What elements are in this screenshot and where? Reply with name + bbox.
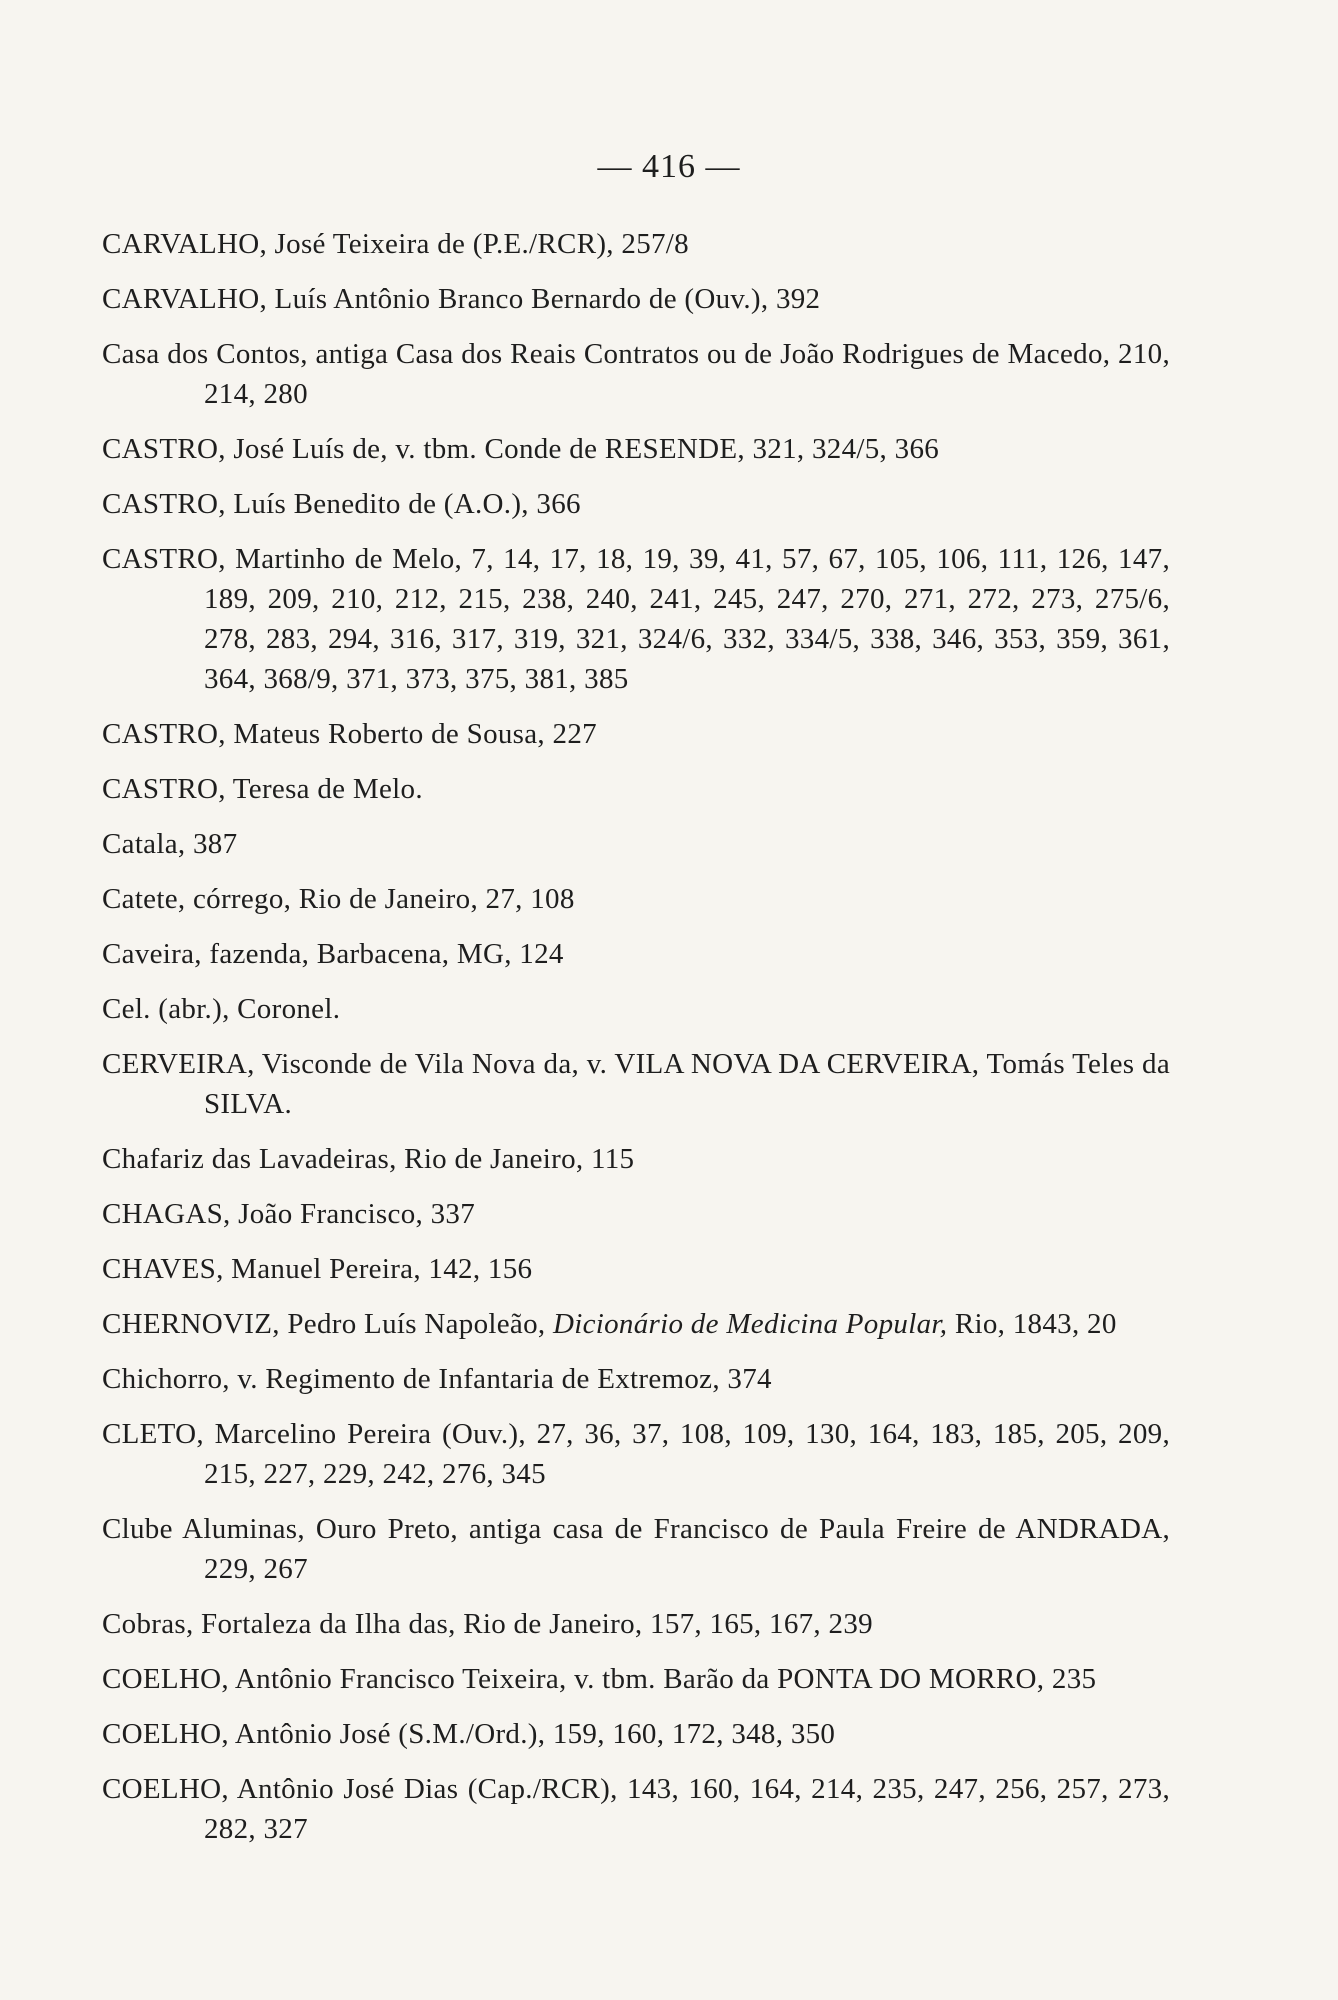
index-entry: CHAVES, Manuel Pereira, 142, 156 <box>102 1253 533 1285</box>
index-entry: CLETO, Marcelino Pereira (Ouv.), 27, 36, 37, 108, 109, 130, 164, 183, 185, 205, 209, 215, 227, 229, 242, 276, 345 <box>102 1418 1170 1490</box>
index-entries <box>102 224 1170 1864</box>
index-entry: Cobras, Fortaleza da Ilha das, Rio de Janeiro, 157, 165, 167, 239 <box>102 1608 873 1640</box>
index-entry: CASTRO, Martinho de Melo, 7, 14, 17, 18, 19, 39, 41, 57, 67, 105, 106, 111, 126, 147, 189, 209, 210, 212, 215, 238, 240, 241, 245, 247, 270, 271, 272, 273, 275/6, 278, 283, 294, 316, 317, 319, 321, 324/6, 332, 334/5, 338, 346, 353, 359, 361, 364, 368/9, 371, 373, 375, 381, 385 <box>102 543 1170 695</box>
index-entry: Clube Aluminas, Ouro Preto, antiga casa de Francisco de Paula Freire de ANDRADA, 229, 267 <box>102 1513 1170 1585</box>
entry-suffix: Rio, 1843, 20 <box>947 1308 1117 1340</box>
entry-prefix: CHERNOVIZ, Pedro Luís Napoleão, <box>102 1308 553 1340</box>
index-entry-with-title <box>102 1304 1170 1344</box>
index-entry: CASTRO, Mateus Roberto de Sousa, 227 <box>102 718 597 750</box>
index-entry: Caveira, fazenda, Barbacena, MG, 124 <box>102 938 564 970</box>
index-entry: Catete, córrego, Rio de Janeiro, 27, 108 <box>102 883 575 915</box>
index-entry: Chichorro, v. Regimento de Infantaria de Extremoz, 374 <box>102 1363 772 1395</box>
index-entry: Cel. (abr.), Coronel. <box>102 993 341 1025</box>
index-entry: CHAGAS, João Francisco, 337 <box>102 1198 475 1230</box>
index-entry: CASTRO, Luís Benedito de (A.O.), 366 <box>102 488 581 520</box>
index-entry: CERVEIRA, Visconde de Vila Nova da, v. VILA NOVA DA CERVEIRA, Tomás Teles da SILVA. <box>102 1048 1170 1120</box>
index-entry: COELHO, Antônio José Dias (Cap./RCR), 143, 160, 164, 214, 235, 247, 256, 257, 273, 282, 327 <box>102 1773 1170 1845</box>
index-entry: Chafariz das Lavadeiras, Rio de Janeiro, 115 <box>102 1143 635 1175</box>
index-entry: COELHO, Antônio Francisco Teixeira, v. tbm. Barão da PONTA DO MORRO, 235 <box>102 1663 1097 1695</box>
index-entry: Catala, 387 <box>102 828 238 860</box>
index-entry: Casa dos Contos, antiga Casa dos Reais Contratos ou de João Rodrigues de Macedo, 210, 214, 280 <box>102 338 1170 410</box>
index-entry: CARVALHO, José Teixeira de (P.E./RCR), 257/8 <box>102 228 689 260</box>
page-number: — 416 — <box>597 148 741 185</box>
index-entry: COELHO, Antônio José (S.M./Ord.), 159, 160, 172, 348, 350 <box>102 1718 836 1750</box>
index-entry: CARVALHO, Luís Antônio Branco Bernardo de (Ouv.), 392 <box>102 283 821 315</box>
index-entry: CASTRO, José Luís de, v. tbm. Conde de RESENDE, 321, 324/5, 366 <box>102 433 940 465</box>
book-title: Dicionário de Medicina Popular, <box>552 1308 948 1340</box>
index-entry: CASTRO, Teresa de Melo. <box>102 773 423 805</box>
